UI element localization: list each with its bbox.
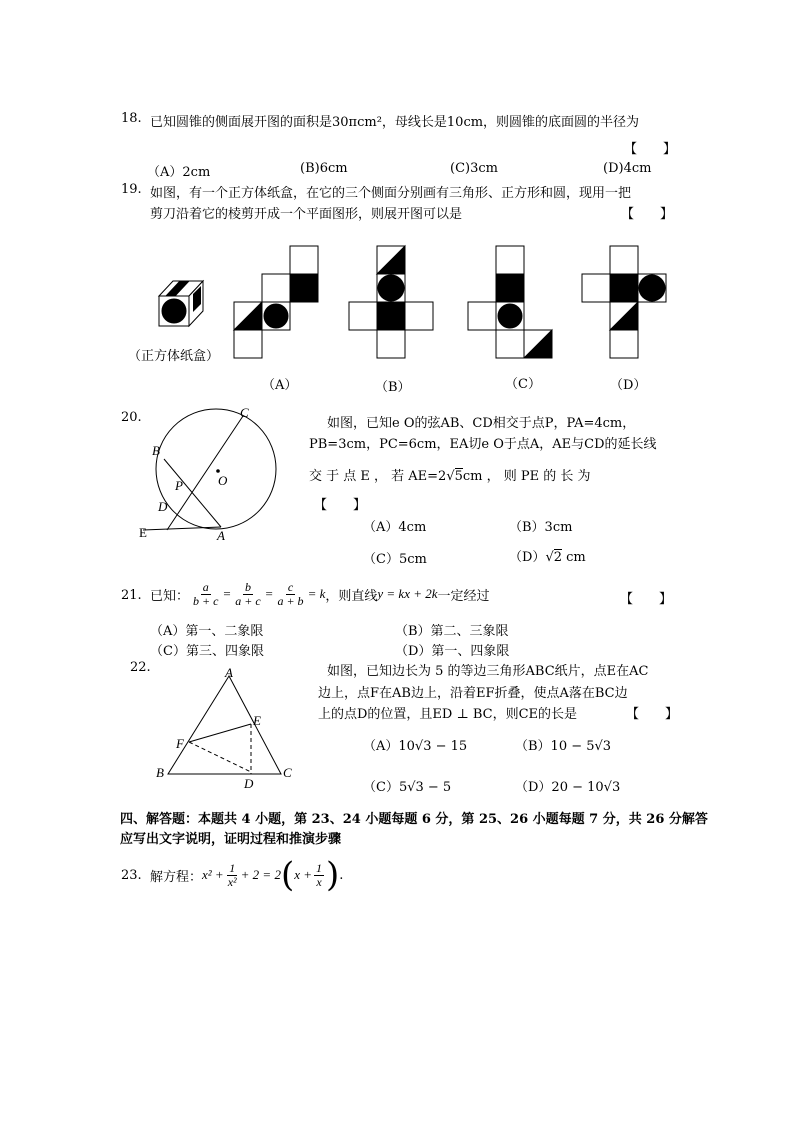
fraction-one-over-x: $\frac{1}{x}$ xyxy=(316,860,323,889)
fraction-c: $\frac{c}{a + b}$ xyxy=(277,579,304,608)
label-p: P xyxy=(175,478,183,493)
q21-option-b: （B）第二、三象限 xyxy=(395,624,509,639)
q19-answer-bracket: 【 】 xyxy=(621,207,674,222)
q18-stem: 已知圆锥的侧面展开图的面积是30πcm²，母线长是10cm，则圆锥的底面圆的半径为 xyxy=(150,115,640,130)
label-a: A xyxy=(225,665,233,680)
q22-answer-bracket: 【 】 xyxy=(626,707,679,722)
q22-line1: 如图，已知边长为 5 的等边三角形ABC纸片，点E在AC xyxy=(327,664,649,679)
q21-option-c: （C）第三、四象限 xyxy=(150,644,264,659)
q22-number: 22. xyxy=(130,660,151,675)
label-f: F xyxy=(176,736,184,751)
label-b: B xyxy=(156,765,164,780)
label-d: D xyxy=(244,776,254,789)
net-b xyxy=(349,246,433,358)
q20-answer-bracket: 【 】 xyxy=(314,498,367,513)
q20-option-d: （D）√2 cm xyxy=(509,550,586,565)
q23-number: 23. xyxy=(121,868,142,883)
net-a xyxy=(234,246,318,358)
q21-answer-bracket: 【 】 xyxy=(620,592,673,607)
label-e: E xyxy=(139,525,147,540)
net-c xyxy=(468,246,552,358)
q18-option-a: （A）2cm xyxy=(147,165,211,180)
q19-label-d: （D） xyxy=(610,378,647,393)
q19-line1: 如图，有一个正方体纸盒，在它的三个侧面分别画有三角形、正方形和圆，现用一把 xyxy=(150,186,632,201)
q21-option-a: （A）第一、二象限 xyxy=(150,624,264,639)
label-e: E xyxy=(253,713,261,728)
q18-number: 18. xyxy=(121,111,142,126)
q19-label-a: （A） xyxy=(262,378,298,393)
q20-line2: PB=3cm，PC=6cm，EA切e O于点A，AE与CD的延长线 xyxy=(309,437,657,452)
q22-line3: 上的点D的位置，且ED ⊥ BC，则CE的长是 xyxy=(318,707,578,722)
q22-line2: 边上，点F在AB边上，沿着EF折叠，使点A落在BC边 xyxy=(318,686,628,701)
q22-figure xyxy=(150,664,300,789)
q20-option-c: （C）5cm xyxy=(363,552,427,567)
q23-equation: 解方程： x² + $\frac{1}{\text{x²}}$ + 2 = 2 ( x + $\frac{1}{x}$ ) . xyxy=(150,855,344,895)
label-a: A xyxy=(217,528,225,543)
fraction-a: $\frac{a}{b + c}$ xyxy=(193,579,219,608)
q22-option-a: （A）10√3 − 15 xyxy=(363,739,468,754)
q18-answer-bracket: 【 】 xyxy=(624,142,677,157)
net-d xyxy=(582,246,666,358)
label-b: B xyxy=(152,443,160,458)
q20-option-b: （B）3cm xyxy=(509,520,573,535)
q20-option-a: （A）4cm xyxy=(363,520,427,535)
q22-option-d: （D）20 − 10√3 xyxy=(515,780,621,795)
q20-line3: 交 于 点 E ， 若 AE=2√5cm ， 则 PE 的 长 为 xyxy=(309,469,591,484)
q22-option-b: （B）10 − 5√3 xyxy=(515,739,612,754)
q20-figure xyxy=(130,402,290,547)
q19-cube-caption: （正方体纸盒） xyxy=(128,349,220,364)
q19-label-b: （B） xyxy=(375,380,411,395)
q21-option-d: （D）第一、四象限 xyxy=(395,644,510,659)
q19-line2: 剪刀沿着它的棱剪开成一个平面图形，则展开图可以是 xyxy=(150,207,463,222)
section-4-heading-cont: 应写出文字说明，证明过程和推演步骤 xyxy=(120,832,342,847)
fraction-b: $\frac{b}{a + c}$ xyxy=(235,579,261,608)
label-d: D xyxy=(158,499,168,514)
q22-option-c: （C）5√3 − 5 xyxy=(363,780,452,795)
label-c: C xyxy=(283,765,292,780)
label-c: C xyxy=(240,405,249,420)
fraction-one-over-x2: $\frac{1}{\text{x²}}$ xyxy=(227,860,237,889)
q20-line1: 如图，已知e O的弦AB、CD相交于点P，PA=4cm， xyxy=(327,416,636,431)
q19-label-c: （C） xyxy=(505,377,541,392)
q18-option-c: (C)3cm xyxy=(450,161,498,176)
q21-stem: 已知： $\frac{a}{b + c}$ = $\frac{b}{a + c}$ = $\frac{c}{a + b}$ = k ，则直线 y = kx + 2k 一定经过 xyxy=(150,579,490,608)
q19-figures xyxy=(120,238,680,398)
q18-option-d: (D)4cm xyxy=(603,161,652,176)
label-o: O xyxy=(218,473,228,488)
q20-number: 20. xyxy=(121,410,142,425)
paper-cube xyxy=(159,281,203,326)
q21-number: 21. xyxy=(121,588,142,603)
section-4-heading: 四、解答题：本题共 4 小题，第 23、24 小题每题 6 分，第 25、26 小题每题 7 分，共 26 分解答 xyxy=(120,812,708,827)
q18-option-b: (B)6cm xyxy=(300,161,348,176)
q19-number: 19. xyxy=(121,182,142,197)
